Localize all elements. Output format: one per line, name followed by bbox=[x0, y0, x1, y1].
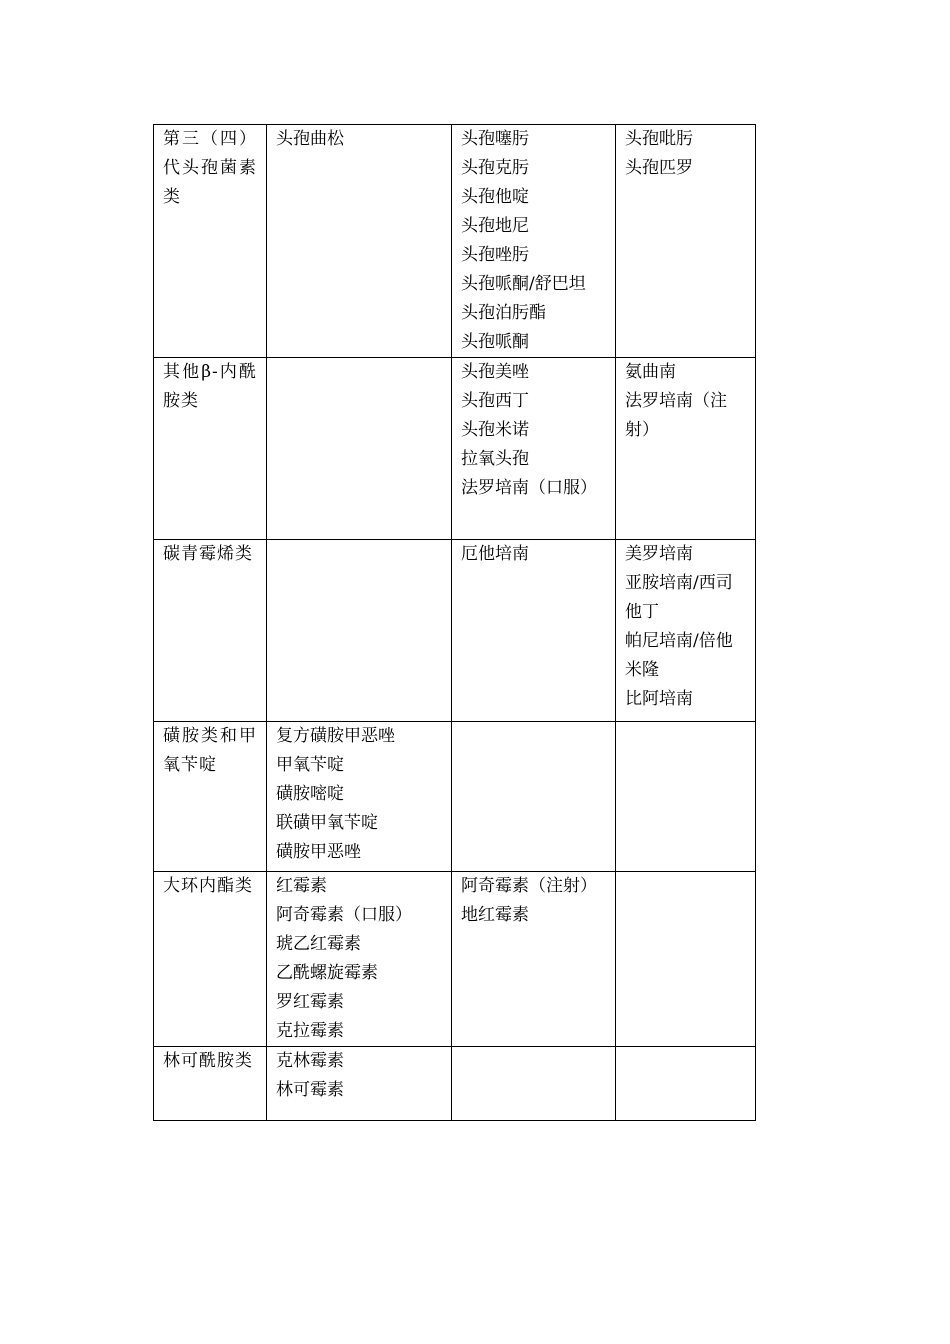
category-cell bbox=[154, 540, 267, 722]
category-label: 大环内酯类 bbox=[163, 876, 253, 896]
drug-list-cell bbox=[452, 1047, 616, 1121]
category-cell bbox=[154, 358, 267, 540]
drug-name: 复方磺胺甲恶唑 bbox=[276, 726, 395, 746]
drug-name: 头孢米诺 bbox=[461, 420, 529, 440]
drug-name: 头孢克肟 bbox=[461, 158, 529, 178]
drug-name: 甲氧苄啶 bbox=[276, 755, 344, 775]
drug-name: 联磺甲氧苄啶 bbox=[276, 813, 378, 833]
drug-name: 头孢哌酮/舒巴坦 bbox=[461, 274, 586, 294]
table-body bbox=[154, 125, 756, 1121]
drug-name: 头孢匹罗 bbox=[625, 158, 693, 178]
category-cell bbox=[154, 872, 267, 1047]
drug-list-cell bbox=[267, 1047, 452, 1121]
category-cell bbox=[154, 125, 267, 358]
category-label: 林可酰胺类 bbox=[163, 1051, 253, 1071]
drug-list-cell bbox=[267, 540, 452, 722]
drug-name: 头孢曲松 bbox=[276, 129, 344, 149]
drug-name: 林可霉素 bbox=[276, 1080, 344, 1100]
drug-name: 地红霉素 bbox=[461, 905, 529, 925]
drug-list-cell bbox=[616, 872, 756, 1047]
category-label: 磺胺类和甲氧苄啶 bbox=[163, 726, 257, 775]
drug-name: 克拉霉素 bbox=[276, 1021, 344, 1041]
drug-list-cell bbox=[267, 125, 452, 358]
drug-name: 亚胺培南/西司他丁 bbox=[625, 573, 733, 622]
category-label: 碳青霉烯类 bbox=[163, 544, 253, 564]
drug-list-cell bbox=[267, 872, 452, 1047]
antibiotic-classification-table bbox=[153, 124, 756, 1121]
drug-name: 乙酰螺旋霉素 bbox=[276, 963, 378, 983]
drug-name: 头孢美唑 bbox=[461, 362, 529, 382]
drug-list-cell bbox=[452, 125, 616, 358]
drug-name: 罗红霉素 bbox=[276, 992, 344, 1012]
drug-list-cell bbox=[616, 358, 756, 540]
category-label: 其他β-内酰胺类 bbox=[163, 362, 257, 411]
drug-name: 磺胺嘧啶 bbox=[276, 784, 344, 804]
drug-name: 红霉素 bbox=[276, 876, 327, 896]
drug-list-cell bbox=[452, 872, 616, 1047]
drug-list-cell bbox=[616, 125, 756, 358]
drug-name: 头孢噻肟 bbox=[461, 129, 529, 149]
drug-list-cell bbox=[452, 722, 616, 872]
drug-name: 比阿培南 bbox=[625, 689, 693, 709]
drug-name: 美罗培南 bbox=[625, 544, 693, 564]
drug-name: 帕尼培南/倍他米隆 bbox=[625, 631, 733, 680]
drug-name: 氨曲南 bbox=[625, 362, 676, 382]
category-label: 第三（四）代头孢菌素类 bbox=[163, 129, 257, 207]
drug-name: 头孢地尼 bbox=[461, 216, 529, 236]
drug-name: 阿奇霉素（注射） bbox=[461, 876, 597, 896]
drug-name: 头孢哌酮 bbox=[461, 332, 529, 352]
table-row bbox=[154, 1047, 756, 1121]
drug-name: 头孢泊肟酯 bbox=[461, 303, 546, 323]
table-row bbox=[154, 872, 756, 1047]
table-row bbox=[154, 125, 756, 358]
table-row bbox=[154, 358, 756, 540]
drug-list-cell bbox=[616, 722, 756, 872]
category-cell bbox=[154, 722, 267, 872]
drug-name: 法罗培南（注射） bbox=[625, 391, 727, 440]
drug-name: 克林霉素 bbox=[276, 1051, 344, 1071]
drug-name: 头孢吡肟 bbox=[625, 129, 693, 149]
drug-list-cell bbox=[267, 722, 452, 872]
drug-name: 厄他培南 bbox=[461, 544, 529, 564]
table-row bbox=[154, 722, 756, 872]
drug-name: 磺胺甲恶唑 bbox=[276, 842, 361, 862]
drug-list-cell bbox=[452, 540, 616, 722]
drug-name: 法罗培南（口服） bbox=[461, 478, 597, 498]
table-row bbox=[154, 540, 756, 722]
drug-name: 头孢唑肟 bbox=[461, 245, 529, 265]
drug-list-cell bbox=[616, 1047, 756, 1121]
drug-name: 阿奇霉素（口服） bbox=[276, 905, 412, 925]
drug-name: 头孢他啶 bbox=[461, 187, 529, 207]
drug-list-cell bbox=[616, 540, 756, 722]
drug-list-cell bbox=[267, 358, 452, 540]
drug-list-cell bbox=[452, 358, 616, 540]
drug-name: 拉氧头孢 bbox=[461, 449, 529, 469]
category-cell bbox=[154, 1047, 267, 1121]
drug-name: 琥乙红霉素 bbox=[276, 934, 361, 954]
drug-name: 头孢西丁 bbox=[461, 391, 529, 411]
